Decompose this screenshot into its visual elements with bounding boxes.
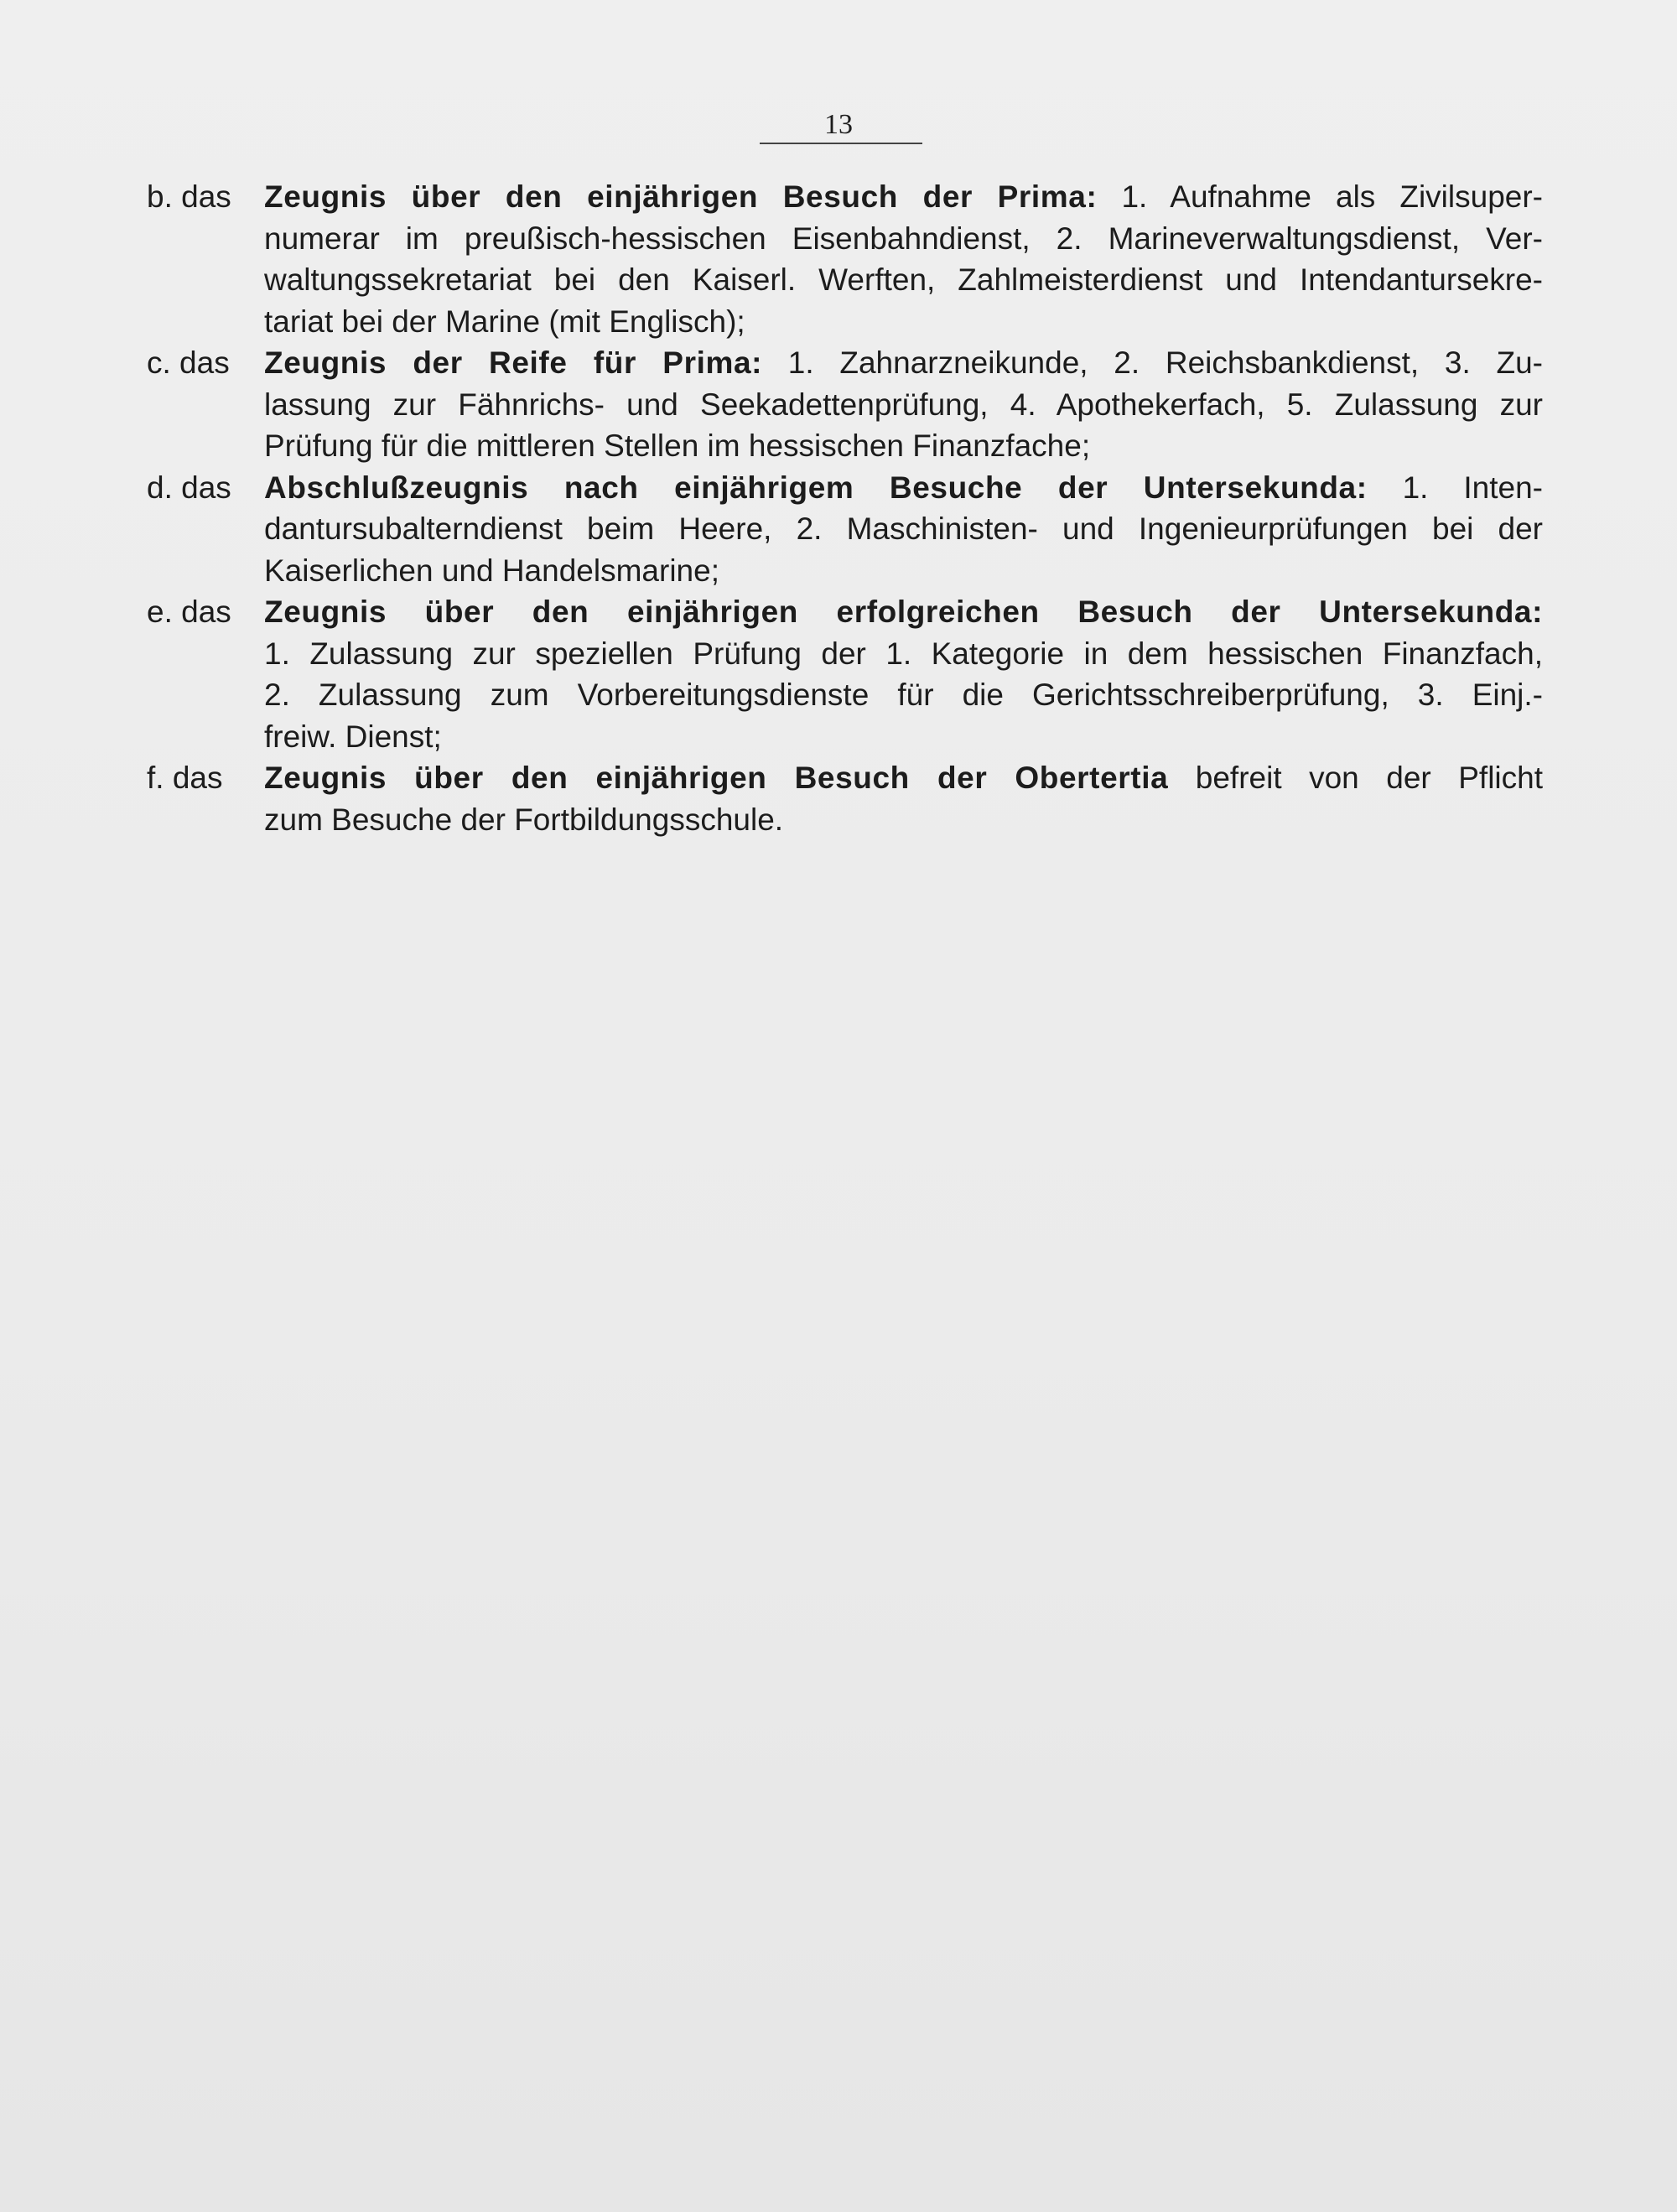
entry-text: 1. Inten- [1367,470,1543,505]
entry-e [147,591,1543,757]
entry-b [147,176,1543,342]
entry-label: e. das [147,595,231,629]
entry-title: Zeugnis über den einjährigen Besuch der Prima: [264,179,1098,214]
entry-line: freiw. Dienst; [264,719,442,754]
entry-line [264,176,1543,218]
entry-line: Kaiserlichen und Handelsmarine; [264,553,719,588]
entry-line: tariat bei der Marine (mit Englisch); [264,304,745,339]
header-rule [760,143,922,144]
entry-line: dantursubalterndienst beim Heere, 2. Maschinisten- und Ingenieurprüfungen bei der [264,511,1543,546]
entry-line: lassung zur Fähnrichs- und Seekadettenprüfung, 4. Apothekerfach, 5. Zulassung zur [264,387,1543,422]
entry-label: c. das [147,345,230,380]
entry-text: 1. Aufnahme als Zivilsuper- [1097,179,1543,214]
entry-line: 1. Zulassung zur speziellen Prüfung der 1. Kategorie in dem hessischen Finanzfach, [264,636,1543,671]
entry-label: d. das [147,470,231,505]
entry-f [147,757,1543,840]
entry-line: waltungssekretariat bei den Kaiserl. Werften, Zahlmeisterdienst und Intendantursekre- [264,262,1543,297]
entry-text: 1. Zahnarzneikunde, 2. Reichsbankdienst, 3. Zu- [762,345,1543,380]
entry-line [264,467,1543,509]
entry-line [264,591,1543,633]
entry-line: numerar im preußisch-hessischen Eisenbahndienst, 2. Marineverwaltungsdienst, Ver- [264,221,1543,256]
entry-label: b. das [147,179,231,214]
entry-line: zum Besuche der Fortbildungsschule. [264,802,784,837]
entry-title: Abschlußzeugnis nach einjährigem Besuche der Untersekunda: [264,470,1368,505]
entry-line: 2. Zulassung zum Vorbereitungsdienste für die Gerichtsschreiberprüfung, 3. Einj.- [264,678,1543,712]
entry-label: f. das [147,761,223,795]
entry-d [147,467,1543,592]
entry-line [264,342,1543,384]
page-number: 13 [824,109,853,140]
entry-title: Zeugnis der Reife für Prima: [264,345,763,380]
entry-list [147,176,1543,840]
entry-text: befreit von der Pflicht [1168,761,1544,795]
entry-c [147,342,1543,467]
entry-title: Zeugnis über den einjährigen Besuch der Obertertia [264,761,1169,795]
entry-line [264,757,1543,799]
entry-title: Zeugnis über den einjährigen erfolgreichen Besuch der Untersekunda: [264,595,1543,629]
entry-line: Prüfung für die mittleren Stellen im hessischen Finanzfache; [264,428,1091,463]
